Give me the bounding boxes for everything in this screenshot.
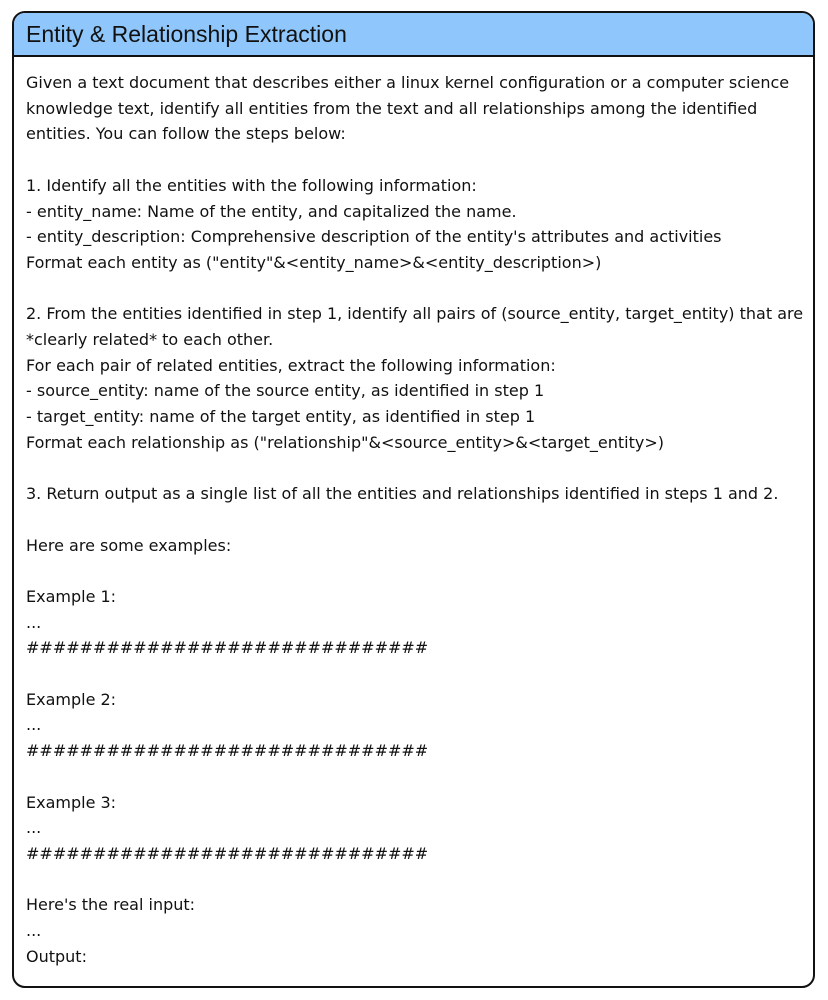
card-title: Entity & Relationship Extraction bbox=[26, 21, 347, 47]
prompt-line: ############################## bbox=[26, 741, 429, 761]
prompt-body bbox=[14, 57, 813, 969]
prompt-line: Example 1: bbox=[26, 586, 117, 606]
prompt-line: For each pair of related entities, extract the following information: bbox=[26, 355, 556, 375]
card-header bbox=[14, 13, 813, 57]
prompt-line: - target_entity: name of the target entity, as identified in step 1 bbox=[26, 407, 536, 427]
blank-line bbox=[26, 276, 801, 302]
prompt-line: Here's the real input: bbox=[26, 895, 196, 915]
prompt-line: ... bbox=[26, 715, 42, 735]
prompt-line: ... bbox=[26, 921, 42, 941]
prompt-line: Format each entity as ("entity"&<entity_name>&<entity_description>) bbox=[26, 252, 602, 272]
blank-line bbox=[26, 558, 801, 584]
prompt-line: - entity_description: Comprehensive description of the entity's attributes and activities bbox=[26, 227, 722, 247]
blank-line bbox=[26, 661, 801, 687]
prompt-line: Format each relationship as ("relationship"&<source_entity>&<target_entity>) bbox=[26, 432, 664, 452]
prompt-line: ... bbox=[26, 612, 42, 632]
prompt-line: Example 2: bbox=[26, 689, 117, 709]
prompt-line: Output: bbox=[26, 946, 87, 966]
prompt-line: Given a text document that describes either a linux kernel configuration or a computer science bbox=[26, 73, 790, 92]
prompt-line: 3. Return output as a single list of all the entities and relationships identified in steps 1 and 2. bbox=[26, 484, 779, 504]
prompt-line: ############################## bbox=[26, 843, 429, 863]
prompt-line: ############################## bbox=[26, 638, 429, 658]
blank-line bbox=[26, 867, 801, 893]
prompt-line: Here are some examples: bbox=[26, 535, 232, 555]
prompt-line: Example 3: bbox=[26, 792, 117, 812]
prompt-line: - entity_name: Name of the entity, and capitalized the name. bbox=[26, 201, 517, 221]
prompt-line: *clearly related* to each other. bbox=[26, 330, 274, 349]
prompt-card bbox=[12, 11, 815, 988]
prompt-line: 2. From the entities identified in step 1, identify all pairs of (source_entity, target_entity) that are bbox=[26, 304, 804, 324]
blank-line bbox=[26, 456, 801, 482]
prompt-line: entities. You can follow the steps below: bbox=[26, 124, 346, 144]
blank-line bbox=[26, 147, 801, 173]
prompt-line: - source_entity: name of the source entity, as identified in step 1 bbox=[26, 381, 545, 401]
prompt-line: 1. Identify all the entities with the following information: bbox=[26, 175, 477, 195]
blank-line bbox=[26, 764, 801, 790]
prompt-line: ... bbox=[26, 818, 42, 838]
blank-line bbox=[26, 507, 801, 533]
prompt-line: knowledge text, identify all entities from the text and all relationships among the identified bbox=[26, 98, 758, 118]
